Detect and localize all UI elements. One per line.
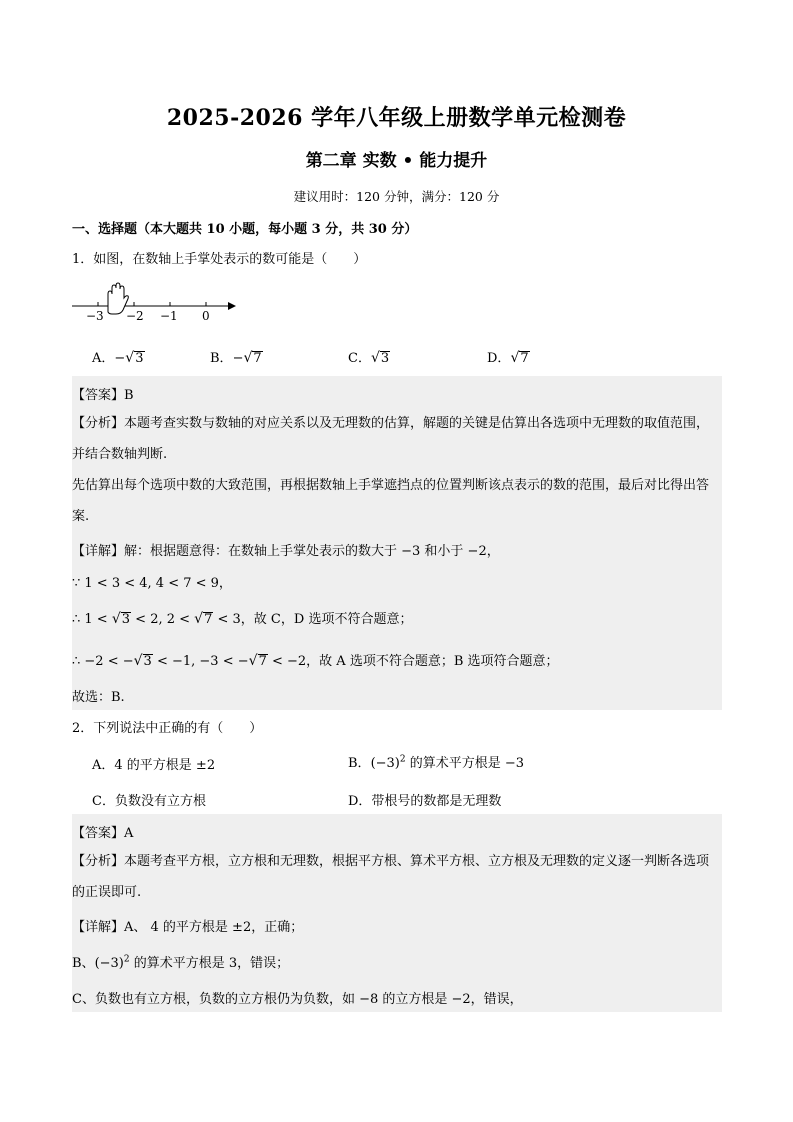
section-heading: 一、选择题（本大题共 10 小题，每小题 3 分，共 30 分） xyxy=(72,222,418,237)
sqrt-icon: √ xyxy=(125,350,135,366)
q1-option-a xyxy=(92,347,145,366)
q1-option-b xyxy=(210,347,263,366)
sqrt-icon: √ xyxy=(133,653,143,669)
axis-label-neg2: −2 xyxy=(126,309,144,323)
axis-label-neg1: −1 xyxy=(160,309,178,323)
q2-option-b: B．$(-3)^2$ 的算术平方根是 −3 xyxy=(348,754,525,771)
option-sign: − xyxy=(114,351,126,366)
q1-step-1: ∵ 1 < 3 < 4, 4 < 7 < 9， xyxy=(72,576,232,591)
sqrt-icon: √ xyxy=(243,350,253,366)
option-letter: B． xyxy=(210,351,233,366)
document-title: 2025-2026 学年八年级上册数学单元检测卷 xyxy=(166,105,627,131)
q1-analysis-2: 先估算出每个选项中数的大致范围，再根据数轴上手掌遮挡点的位置判断该点表示的数的范围，最后对比得出答案. xyxy=(72,478,710,524)
option-letter: D． xyxy=(487,351,511,366)
q1-step-2: ∴ 1 < √3 < 2, 2 < √7 < 3，故 C，D 选项不符合题意； xyxy=(72,611,413,627)
option-letter: C． xyxy=(348,351,371,366)
q2-option-c: C．负数没有立方根 xyxy=(92,794,206,809)
q1-answer: 【答案】B xyxy=(72,388,134,403)
option-sign: − xyxy=(232,351,244,366)
axis-label-0: 0 xyxy=(202,309,210,323)
q1-stem: 1．如图，在数轴上手掌处表示的数可能是（ ） xyxy=(72,252,367,267)
option-radicand: 3 xyxy=(380,351,390,366)
q1-conclusion: 故选：B. xyxy=(72,690,125,705)
option-radicand: 7 xyxy=(520,351,529,366)
q1-option-d xyxy=(487,347,530,366)
q2-step-b: B、$(-3)^2$ 的算术平方根是 3，错误； xyxy=(72,954,290,971)
option-radicand: 3 xyxy=(135,351,144,366)
q2-answer: 【答案】A xyxy=(72,826,134,841)
q2-stem: 2．下列说法中正确的有（ ） xyxy=(72,721,263,736)
q1-step-3: ∴ −2 < −√3 < −1, −3 < −√7 < −2，故 A 选项不符合题意；B 选项符合题意； xyxy=(72,653,559,669)
q2-option-d: D．带根号的数都是无理数 xyxy=(348,794,502,809)
q2-option-a: A．4 的平方根是 ±2 xyxy=(92,758,216,773)
sqrt-icon: √ xyxy=(194,611,204,627)
q2-solution-block xyxy=(72,814,722,1012)
option-radicand: 7 xyxy=(253,351,262,366)
sqrt-icon: √ xyxy=(370,350,380,366)
axis-label-neg3: −3 xyxy=(86,309,104,323)
number-line-arrow xyxy=(228,302,236,310)
sqrt-icon: √ xyxy=(111,611,121,627)
q1-option-c xyxy=(348,347,390,366)
exam-meta: 建议用时：120 分钟，满分：120 分 xyxy=(293,189,500,204)
q2-detail: 【详解】A、 4 的平方根是 ±2，正确； xyxy=(72,920,304,935)
q1-analysis-1: 【分析】本题考查实数与数轴的对应关系以及无理数的估算，解题的关键是估算出各选项中无理数的取值范围，并结合数轴判断. xyxy=(72,416,710,462)
q1-detail: 【详解】解：根据题意得：在数轴上手掌处表示的数大于 −3 和小于 −2， xyxy=(72,544,500,559)
chapter-subtitle: 第二章 实数 • 能力提升 xyxy=(305,151,488,171)
q2-step-c: C、负数也有立方根，负数的立方根仍为负数，如 −8 的立方根是 −2，错误， xyxy=(72,992,523,1007)
sqrt-icon: √ xyxy=(248,653,258,669)
number-line-figure xyxy=(68,280,238,326)
sqrt-icon: √ xyxy=(510,350,520,366)
q1-solution-block xyxy=(72,376,722,710)
q2-analysis: 【分析】本题考查平方根，立方根和无理数，根据平方根、算术平方根、立方根及无理数的定义逐一判断各选项的正误即可. xyxy=(72,854,710,900)
option-letter: A． xyxy=(92,351,115,366)
